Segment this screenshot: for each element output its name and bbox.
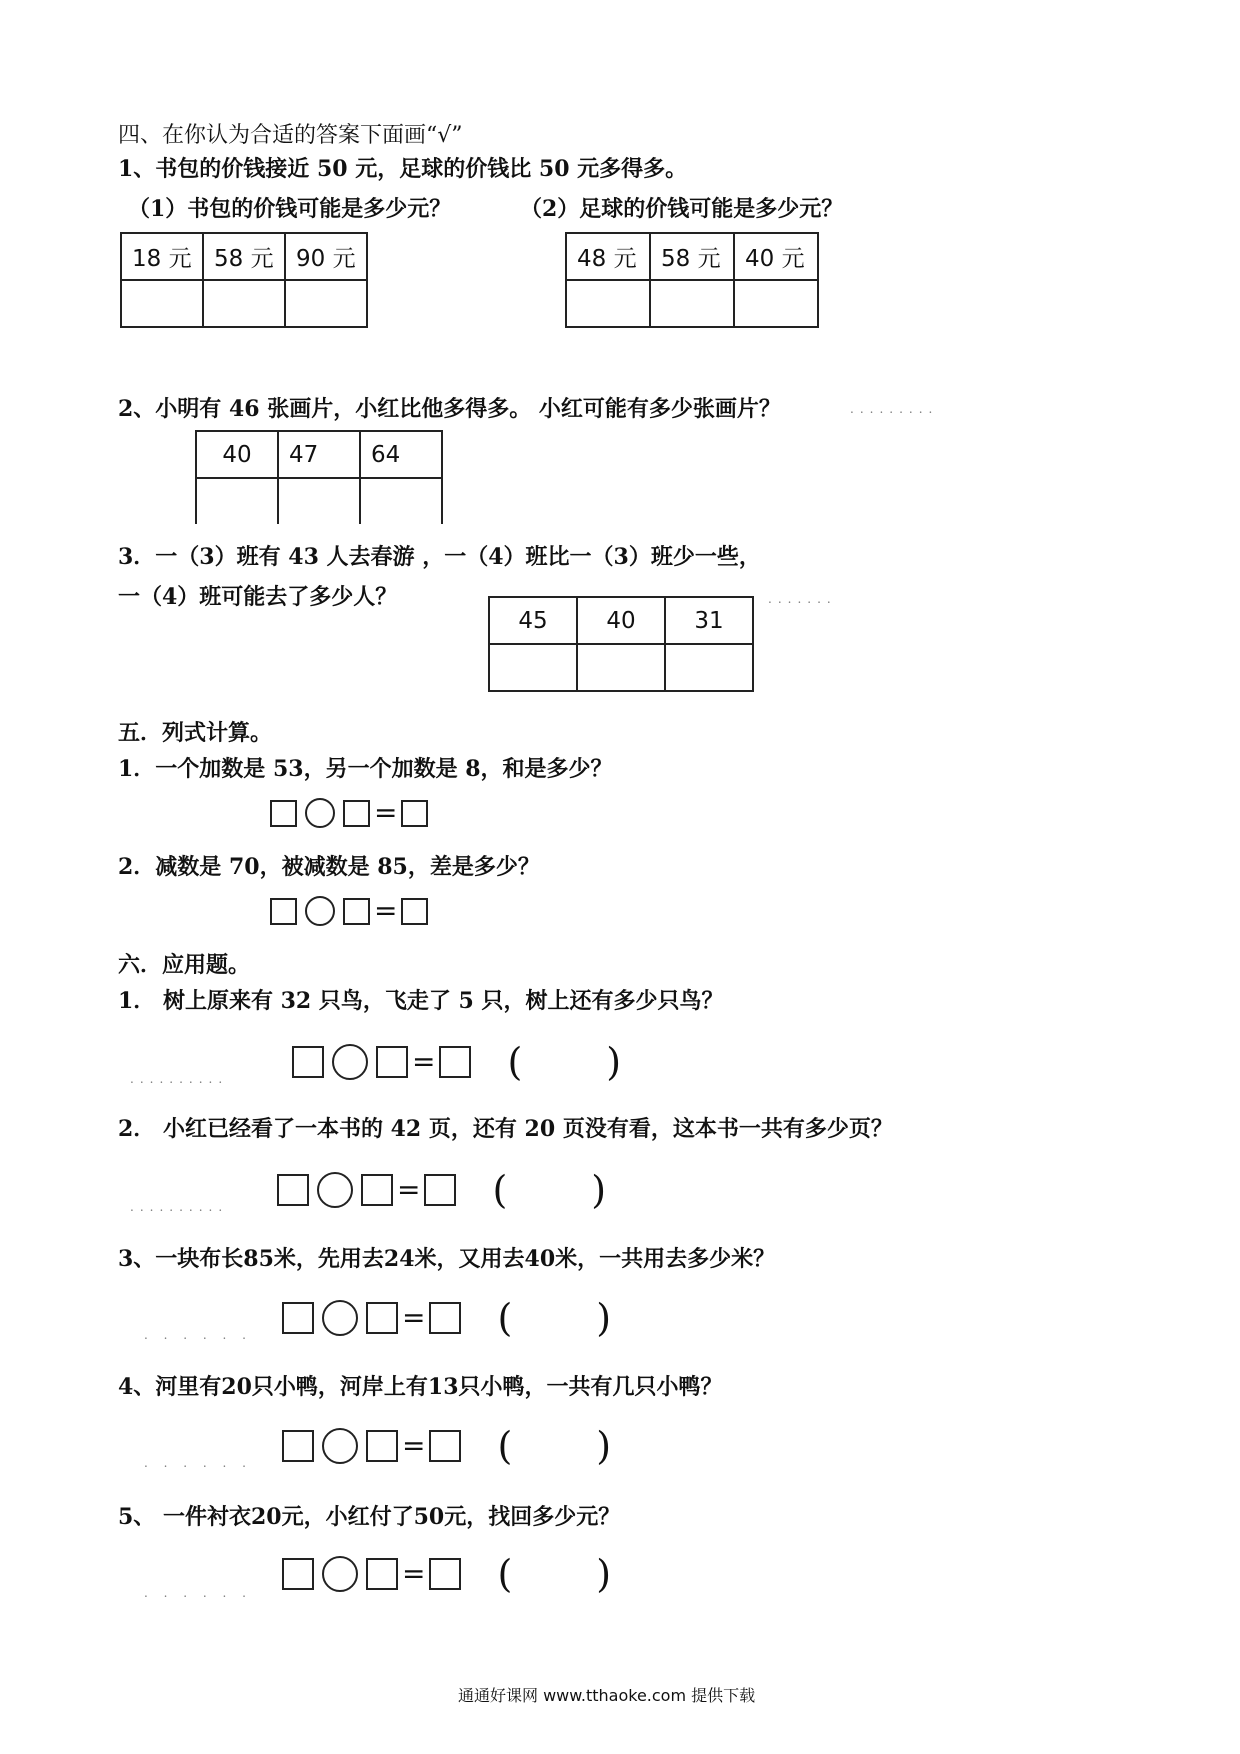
close-paren: ) xyxy=(596,1296,612,1340)
equals-sign: = xyxy=(397,1173,421,1206)
option-cell: 40 xyxy=(196,431,278,478)
answer-box[interactable] xyxy=(292,1046,324,1078)
answer-box[interactable] xyxy=(343,800,370,827)
s6-q1-equation xyxy=(292,1040,621,1084)
option-cell: 40 xyxy=(577,597,665,644)
open-paren: ( xyxy=(492,1168,508,1212)
option-cell: 58 元 xyxy=(203,233,285,280)
option-cell: 40 元 xyxy=(734,233,818,280)
s6-q1-text: 1． 树上原来有 32 只鸟，飞走了 5 只，树上还有多少只鸟？ xyxy=(118,988,724,1014)
option-cell: 48 元 xyxy=(566,233,650,280)
equals-sign: = xyxy=(402,1557,426,1590)
answer-cell[interactable] xyxy=(203,280,285,327)
dotted-leader: . . . . . . xyxy=(144,1328,252,1342)
answer-box[interactable] xyxy=(366,1302,398,1334)
operator-circle[interactable] xyxy=(322,1428,358,1464)
option-cell: 31 xyxy=(665,597,753,644)
section4-title: 四、在你认为合适的答案下面画“√” xyxy=(118,123,463,148)
open-paren: ( xyxy=(497,1552,513,1596)
answer-cell[interactable] xyxy=(665,644,753,691)
answer-cell[interactable] xyxy=(278,478,360,524)
answer-cell[interactable] xyxy=(196,478,278,524)
s5-q2-equation xyxy=(270,896,428,926)
option-cell: 64 xyxy=(360,431,442,478)
answer-box[interactable] xyxy=(282,1558,314,1590)
operator-circle[interactable] xyxy=(332,1044,368,1080)
option-cell: 45 xyxy=(489,597,577,644)
s6-q3-equation xyxy=(282,1296,611,1340)
answer-cell[interactable] xyxy=(121,280,203,327)
answer-box[interactable] xyxy=(401,898,428,925)
s4-q3-options-table xyxy=(488,596,754,692)
answer-cell[interactable] xyxy=(360,478,442,524)
s4-q1-options-table-2 xyxy=(565,232,819,328)
operator-circle[interactable] xyxy=(322,1300,358,1336)
answer-cell[interactable] xyxy=(566,280,650,327)
answer-box[interactable] xyxy=(277,1174,309,1206)
answer-box[interactable] xyxy=(366,1558,398,1590)
operator-circle[interactable] xyxy=(305,798,335,828)
s6-q2-equation xyxy=(277,1168,606,1212)
answer-box[interactable] xyxy=(366,1430,398,1462)
close-paren: ) xyxy=(606,1040,622,1084)
open-paren: ( xyxy=(497,1424,513,1468)
s5-q1-text: 1．一个加数是 53，另一个加数是 8，和是多少？ xyxy=(118,756,613,782)
operator-circle[interactable] xyxy=(322,1556,358,1592)
dotted-leader: . . . . . . xyxy=(144,1456,252,1470)
answer-cell[interactable] xyxy=(489,644,577,691)
s4-q3-text2: 一（4）班可能去了多少人？ xyxy=(118,584,398,610)
close-paren: ) xyxy=(591,1168,607,1212)
equals-sign: = xyxy=(402,1301,426,1334)
section5-title: 五．列式计算。 xyxy=(118,720,273,746)
open-paren: ( xyxy=(507,1040,523,1084)
option-cell: 58 元 xyxy=(650,233,734,280)
s4-q1-sub1: （1）书包的价钱可能是多少元？ xyxy=(128,196,452,222)
answer-box[interactable] xyxy=(361,1174,393,1206)
s6-q2-text: 2． 小红已经看了一本书的 42 页，还有 20 页没有看，这本书一共有多少页？ xyxy=(118,1116,893,1142)
dotted-leader: .......... xyxy=(130,1200,229,1214)
equals-sign: = xyxy=(412,1045,436,1078)
s6-q3-text: 3、一块布长85米，先用去24米，又用去40米，一共用去多少米？ xyxy=(118,1246,776,1272)
dotted-leader: . . . . . . xyxy=(144,1586,252,1600)
answer-box[interactable] xyxy=(270,800,297,827)
option-cell: 47 xyxy=(278,431,360,478)
equals-sign: = xyxy=(374,796,398,829)
answer-box[interactable] xyxy=(424,1174,456,1206)
open-paren: ( xyxy=(497,1296,513,1340)
s6-q5-equation xyxy=(282,1552,611,1596)
s4-q1-sub2: （2）足球的价钱可能是多少元？ xyxy=(520,196,844,222)
answer-box[interactable] xyxy=(429,1302,461,1334)
answer-box[interactable] xyxy=(282,1302,314,1334)
dotted-leader: ....... xyxy=(768,592,837,606)
answer-box[interactable] xyxy=(429,1558,461,1590)
dotted-leader: .......... xyxy=(130,1072,229,1086)
section6-title: 六．应用题。 xyxy=(118,952,251,978)
s5-q2-text: 2．减数是 70，被减数是 85，差是多少？ xyxy=(118,854,540,880)
answer-box[interactable] xyxy=(270,898,297,925)
s5-q1-equation xyxy=(270,798,428,828)
operator-circle[interactable] xyxy=(317,1172,353,1208)
answer-cell[interactable] xyxy=(734,280,818,327)
option-cell: 90 元 xyxy=(285,233,367,280)
answer-box[interactable] xyxy=(376,1046,408,1078)
s6-q4-equation xyxy=(282,1424,611,1468)
answer-box[interactable] xyxy=(343,898,370,925)
answer-box[interactable] xyxy=(401,800,428,827)
answer-cell[interactable] xyxy=(285,280,367,327)
s4-q3-text1: 3．一（3）班有 43 人去春游 ，一（4）班比一（3）班少一些， xyxy=(118,544,761,570)
s6-q4-text: 4、河里有20只小鸭，河岸上有13只小鸭，一共有几只小鸭？ xyxy=(118,1374,723,1400)
close-paren: ) xyxy=(596,1552,612,1596)
s6-q5-text: 5、 一件衬衣20元，小红付了50元，找回多少元？ xyxy=(118,1504,621,1530)
page-footer: 通通好课网 www.tthaoke.com 提供下载 xyxy=(458,1686,756,1705)
answer-box[interactable] xyxy=(439,1046,471,1078)
answer-box[interactable] xyxy=(282,1430,314,1462)
operator-circle[interactable] xyxy=(305,896,335,926)
equals-sign: = xyxy=(374,894,398,927)
answer-box[interactable] xyxy=(429,1430,461,1462)
s4-q1-text: 1、书包的价钱接近 50 元，足球的价钱比 50 元多得多。 xyxy=(118,156,688,182)
s4-q1-options-table-1 xyxy=(120,232,368,328)
answer-cell[interactable] xyxy=(650,280,734,327)
equals-sign: = xyxy=(402,1429,426,1462)
close-paren: ) xyxy=(596,1424,612,1468)
option-cell: 18 元 xyxy=(121,233,203,280)
answer-cell[interactable] xyxy=(577,644,665,691)
s4-q2-options-table xyxy=(195,430,443,524)
dotted-leader: ......... xyxy=(850,402,939,416)
s4-q2-text: 2、小明有 46 张画片，小红比他多得多。 小红可能有多少张画片？ xyxy=(118,396,781,422)
